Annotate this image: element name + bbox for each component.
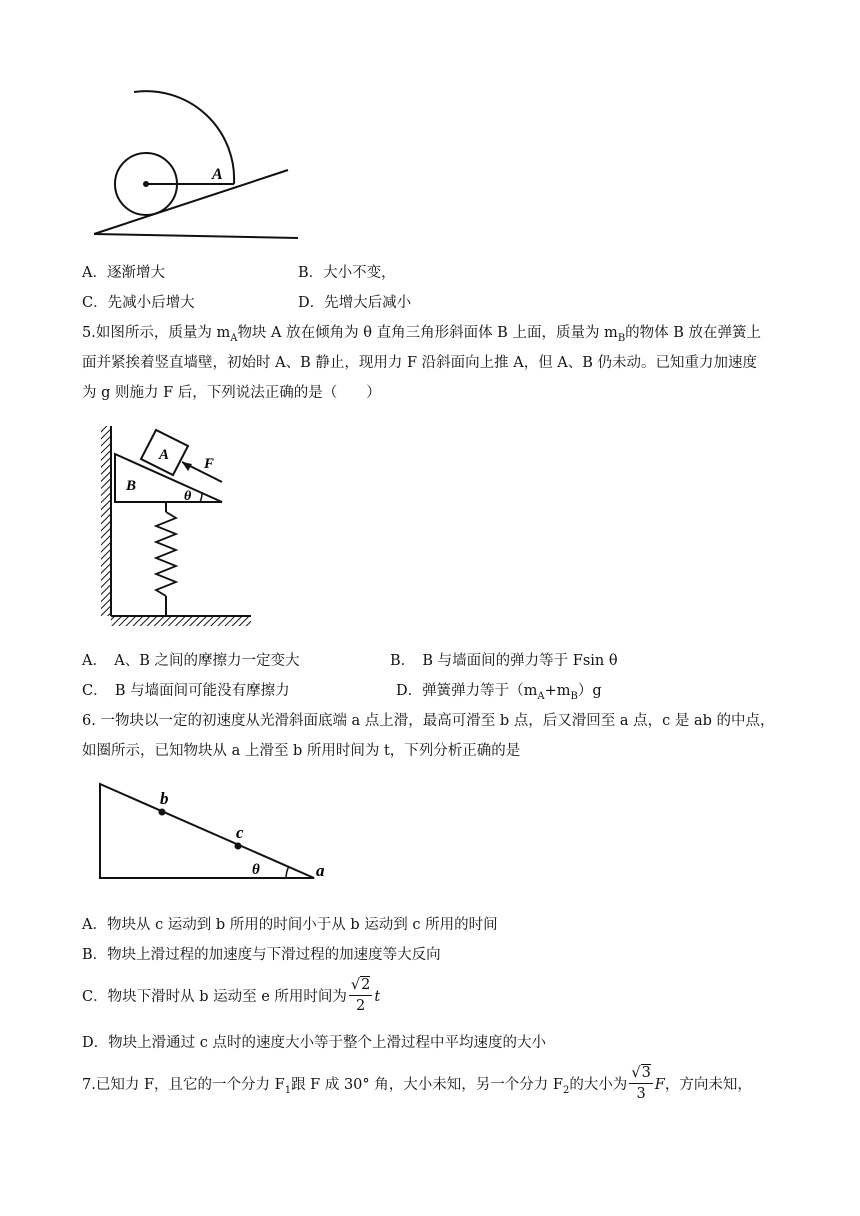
- q4-option-b: B．大小不变，: [298, 265, 396, 281]
- label-c: c: [236, 823, 244, 842]
- label-block-a: A: [159, 447, 170, 463]
- q4-option-a: A．逐渐增大: [82, 265, 165, 281]
- incline-triangle: [100, 784, 314, 878]
- q6-option-b: B．物块上滑过程的加速度与下滑过程的加速度等大反向: [82, 947, 441, 963]
- q5-option-c: C． B 与墙面间可能没有摩擦力: [82, 683, 290, 699]
- q5-stem-line-3: 为 g 则施力 F 后，下列说法正确的是（ ）: [82, 385, 381, 401]
- ground-line: [94, 234, 298, 238]
- q5-stem-line-1: 5.如图所示，质量为 $m_A$物块 A 放在倾角为 θ 直角三角形斜面体 B 上面，质量为 $m_B$的物体 B 放在弹簧上: [82, 325, 762, 344]
- q5-option-b: B． B 与墙面间的弹力等于 Fsin θ: [390, 653, 618, 669]
- q6-option-c: C．物块下滑时从 b 运动至 e 所用时间为 $\frac{√2}{2}$ t: [82, 976, 381, 1014]
- floor-hatch: [111, 616, 251, 626]
- q7-stem-line-1: 7.已知力 F，且它的一个分力 $F_1$跟 F 成 30° 角，大小未知，另一个分力 $F_2$的大小为 $\frac{√3}{3}$ F，方向未知，: [82, 1064, 752, 1102]
- fraction-sqrt3-over-3: $\frac{√3}{3}$: [631, 1064, 651, 1102]
- q5-option-d: D．弹簧弹力等于$(m_A+m_B)g$: [396, 683, 602, 702]
- label-theta: θ: [184, 489, 192, 504]
- q4-option-d: D．先增大后减小: [298, 295, 412, 311]
- q6-figure: [90, 780, 340, 890]
- label-wedge-b: B: [126, 478, 137, 494]
- force-arrow-head: [182, 462, 192, 471]
- q5-stem-line-2: 面并紧挨着竖直墙壁，初始时 A、B 静止，现用力 F 沿斜面向上推 A，但 A、B 仍未动。已知重力加速度: [82, 355, 758, 371]
- label-force-f: F: [204, 456, 215, 472]
- q6-stem-line-1: 6. 一物块以一定的初速度从光滑斜面底端 a 点上滑，最高可滑至 b 点，后又滑回至 a 点，c 是 ab 的中点，: [82, 713, 775, 729]
- q5-figure: [96, 422, 256, 634]
- spring: [156, 512, 176, 596]
- theta-arc: [286, 866, 289, 878]
- q5-option-a: A． A、B 之间的摩擦力一定变大: [82, 653, 300, 669]
- fraction-sqrt2-over-2: $\frac{√2}{2}$: [350, 976, 371, 1014]
- q6-option-d: D．物块上滑通过 c 点时的速度大小等于整个上滑过程中平均速度的大小: [82, 1035, 546, 1051]
- q6-stem-line-2: 如圈所示，已知物块从 a 上滑至 b 所用时间为 t，下列分析正确的是: [82, 743, 521, 759]
- q4-option-c: C．先减小后增大: [82, 295, 195, 311]
- label-theta: θ: [252, 862, 260, 878]
- incline-line: [94, 170, 288, 234]
- q6-option-a: A．物块从 c 运动到 b 所用的时间小于从 b 运动到 c 所用的时间: [82, 917, 498, 933]
- label-a: A: [212, 166, 223, 183]
- point-c-dot: [235, 843, 242, 850]
- label-b: b: [160, 789, 169, 808]
- label-a: a: [316, 861, 325, 880]
- wall-hatch: [101, 426, 111, 616]
- q4-figure: [88, 88, 308, 248]
- point-b-dot: [159, 809, 166, 816]
